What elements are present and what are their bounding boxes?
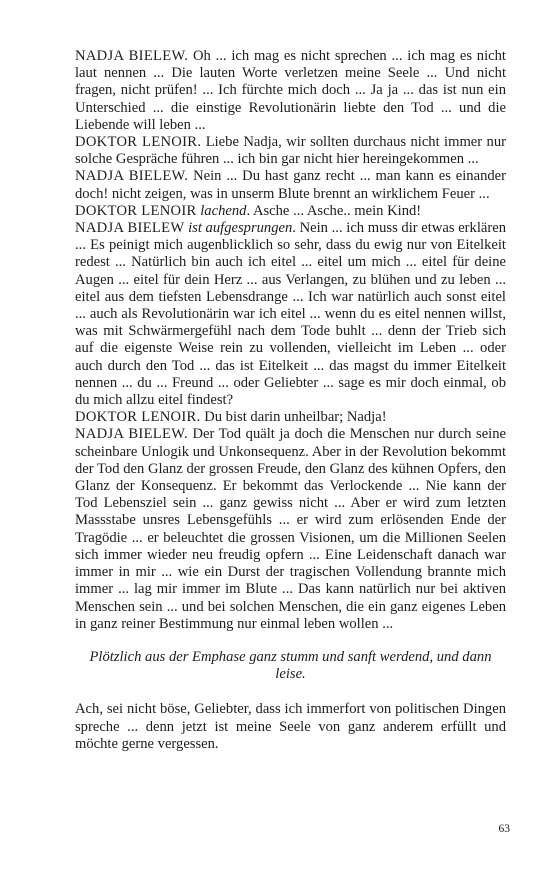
stage-direction: Plötzlich aus der Emphase ganz stumm und sanft werdend, und dann leise. bbox=[89, 648, 492, 683]
speaker-name: DOKTOR LENOIR. bbox=[75, 134, 202, 151]
speaker-name: NADJA BIELEW bbox=[75, 220, 185, 237]
dialogue-paragraph bbox=[75, 168, 506, 202]
dialogue-text: Der Tod quält ja doch die Menschen nur durch seine scheinbare Unlogik und Unkonsequenz. Aber in der Revolution bekommt der Tod den Glanz der grossen Freude, den Glanz des kühnen Opfers, den Glanz der Konsequenz. Er bekommt das Verlockende ... Nie kann der Tod Lebensziel sein ... ganz gewiss nicht ... Aber er wird zum letzten Massstabe unsres Lebensgefühls ... er wird zum erlösenden Ende der Tragödie ... er beleuchtet die grossen Visionen, um die Millionen Seelen sich immer wieder neu freudig opfern ... Eine Leidenschaft danach war immer in mir ... wie ein Durst der tragischen Vollendung brannte mich immer ... lag mir immer im Blute ... Das kann natürlich nur bei aktiven Menschen sein ... und bei solchen Menschen, die ein ganz eigenes Leben in ganz reiner Bestimmung nur einmal leben wollen ... bbox=[75, 426, 507, 632]
dialogue-text: . Nein ... ich muss dir etwas erklären ... Es peinigt mich augenblicklich so sehr, dass du ewig nur von Eitelkeit redest ... Natürlich bin auch ich eitel ... eitel um mich ... eitel für deine Augen ... eitel für dein Herz ... aus Verlangen, zu blühen und zu leben ... eitel aus dem tiefsten Lebensdrange ... Ich war natürlich auch sonst eitel ... auch als Revolutionärin war ich eitel ... wenn du es eitel nennen willst, was mit Schwärmergefühl nach dem Tode buhlt ... denn der Trieb sich auf die eigenste Weise rein zu vollenden, vielleicht im Leben ... oder auch durch den Tod ... das ist Eitelkeit ... das magst du immer Eitelkeit nennen ... du ... Freund ... oder Geliebter ... sage es mir doch einmal, ob du mich allzu eitel findest? bbox=[75, 220, 507, 409]
dialogue-paragraph bbox=[75, 426, 506, 632]
dialogue-paragraph bbox=[75, 48, 506, 134]
speaker-name: NADJA BIELEW. bbox=[75, 48, 189, 64]
dialogue-text: . Asche ... Asche.. mein Kind! bbox=[246, 202, 422, 219]
speaker-name: DOKTOR LENOIR bbox=[75, 202, 197, 219]
inline-stage-direction: ist aufgesprungen bbox=[188, 220, 293, 237]
inline-stage-direction: lachend bbox=[200, 202, 247, 219]
dialogue-text: Liebe Nadja, wir sollten durchaus nicht immer nur solche Gespräche führen ... ich bin gar nicht hier hereingekommen ... bbox=[75, 134, 506, 168]
speaker-name: DOKTOR LENOIR. bbox=[75, 409, 201, 426]
dialogue-paragraph bbox=[75, 409, 506, 426]
dialogue-text: Du bist darin unheilbar; Nadja! bbox=[200, 409, 387, 426]
dialogue-paragraph bbox=[75, 220, 506, 409]
closing-paragraph: Ach, sei nicht böse, Geliebter, dass ich immerfort von politischen Dingen spreche ... denn jetzt ist meine Seele von ganz anderem erfüllt und möchte gerne vergessen. bbox=[75, 701, 506, 752]
dialogue-paragraph bbox=[75, 203, 506, 220]
page-number: 63 bbox=[498, 823, 510, 835]
book-page bbox=[75, 48, 506, 753]
dialogue-paragraph bbox=[75, 134, 506, 168]
dialogue-text: Nein ... Du hast ganz recht ... man kann es einander doch! nicht zeigen, was in unserm Blute brennt an wirklichem Feuer ... bbox=[75, 168, 507, 202]
dialogue-text: Oh ... ich mag es nicht sprechen ... ich mag es nicht laut nennen ... Die lauten Worte verletzen meine Seele ... Und nicht fragen, nicht prüfen! ... Ich fürchte mich doch ... Ja ja ... das ist nun ein Unterschied ... die einstige Revolutionärin liebte den Tod ... und die Liebende will leben ... bbox=[75, 48, 506, 133]
speaker-name: NADJA BIELEW. bbox=[75, 168, 189, 185]
dialogue-block bbox=[75, 48, 506, 633]
speaker-name: NADJA BIELEW. bbox=[75, 426, 188, 443]
